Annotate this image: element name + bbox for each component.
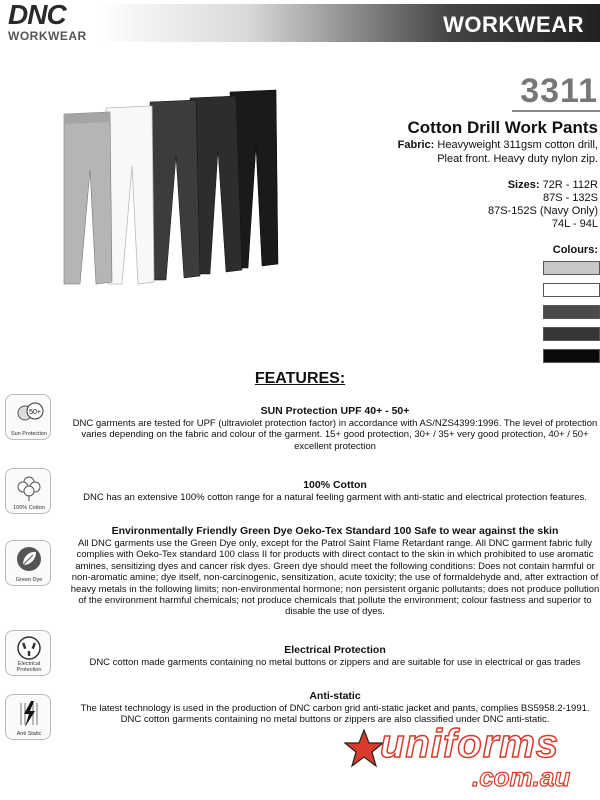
colour-swatch	[543, 327, 600, 341]
header-title: WORKWEAR	[443, 12, 584, 37]
fabric-description	[378, 138, 598, 166]
dnc-logo	[8, 0, 108, 46]
pants-dark-grey	[150, 100, 200, 280]
colour-swatch	[543, 349, 600, 363]
feature-anti-static	[70, 690, 600, 726]
leaf-icon	[5, 540, 51, 586]
features-title: FEATURES:	[254, 370, 346, 387]
page-header	[0, 0, 600, 48]
fabric-line-1: Heavyweight 311gsm cotton drill,	[437, 139, 598, 151]
feature-heading: 100% Cotton	[303, 479, 367, 491]
colours-label: Colours:	[552, 244, 598, 256]
size-row: 74L - 94L	[551, 218, 598, 230]
code-underline	[512, 110, 600, 112]
power-plug-icon	[5, 630, 51, 676]
feature-sun-protection	[70, 405, 600, 452]
icon-caption: Green Dye	[15, 577, 43, 583]
colour-swatch	[543, 305, 600, 319]
product-code: 3311	[520, 72, 598, 110]
icon-caption: Anti Static	[16, 731, 42, 737]
size-row: 87S-152S (Navy Only)	[487, 205, 598, 217]
feature-heading: SUN Protection UPF 40+ - 50+	[260, 405, 410, 417]
size-row: 87S - 132S	[542, 192, 598, 204]
product-name: Cotton Drill Work Pants	[407, 118, 598, 137]
colour-swatches	[543, 261, 600, 371]
product-image	[50, 86, 280, 286]
feature-heading: Electrical Protection	[284, 644, 386, 656]
icon-caption: Electrical Protection	[16, 661, 42, 673]
icon-caption: 100% Cotton	[13, 505, 45, 511]
uniforms-watermark	[340, 722, 600, 800]
sun-protection-icon	[5, 394, 51, 440]
icon-caption: Sun Protection	[10, 431, 48, 437]
feature-body: DNC garments are tested for UPF (ultraviolet protection factor) in accordance with AS/NZS4399:1996. The level of protection varies depending on the fabric and colour of the garment. 15+ good protection, 30+ / 35+ very good protection, 40+ / 50+ excellent protection	[72, 418, 598, 452]
colour-swatch	[543, 283, 600, 297]
pants-grey	[64, 112, 112, 284]
star-logo-icon	[344, 728, 384, 768]
feature-heading: Anti-static	[309, 690, 361, 702]
size-row: 72R - 112R	[542, 179, 598, 191]
sizes-label: Sizes:	[507, 179, 540, 191]
feature-body: DNC cotton made garments containing no metal buttons or zippers and are suitable for use in electrical or gas trades	[89, 657, 581, 668]
sizes-block	[398, 179, 598, 231]
feature-electrical-protection	[70, 644, 600, 668]
cotton-flower-icon	[5, 468, 51, 514]
feature-body: All DNC garments use the Green Dye only, except for the Patrol Saint Flame Retardant range. All DNC garment fabric fully complies with Oeko-Tex standard 100 class II for products with direct contact to the skin in which prohibited to use aromatic amines, sensitizing dyes and cancer risk dyes. Green dye should meet the following conditions: Does not contain harmful or non-aromatic amine; dye itself, non-carcinogenic, sensitization, acute toxicity; the use of formaldehyde and, after extraction of heavy metals in the following limits; non-environmental hormone; non persistent organic pollutants; does not produce pollution of the environment harmful chemicals; not produce chemicals that pollute the environment; colour fastness and superior to disable the use of dyes.	[70, 538, 600, 618]
feature-heading: Environmentally Friendly Green Dye Oeko-Tex Standard 100 Safe to wear against the skin	[111, 525, 559, 537]
feature-body: The latest technology is used in the production of DNC carbon grid anti-static jacket and pants, complies BS5958.2-1991. DNC cotton garments containing no metal buttons or zippers are also classified under DNC anti-static.	[80, 703, 590, 726]
feature-green-dye	[70, 525, 600, 618]
feature-body: DNC has an extensive 100% cotton range for a natural feeling garment with anti-static and electrical protection features.	[83, 492, 587, 503]
fabric-label: Fabric:	[397, 139, 435, 151]
watermark-domain: .com.au	[472, 762, 571, 792]
upf-badge: 50+	[29, 409, 41, 416]
colour-swatch	[543, 261, 600, 275]
pants-white	[106, 106, 154, 284]
lightning-icon	[5, 694, 51, 740]
logo-sub: WORKWEAR	[8, 29, 87, 43]
header-bar	[100, 4, 600, 42]
logo-brand: DNC	[8, 0, 66, 30]
feature-cotton	[70, 479, 600, 503]
fabric-line-2: Pleat front. Heavy duty nylon zip.	[437, 153, 598, 165]
watermark-word: uniforms	[380, 722, 560, 766]
